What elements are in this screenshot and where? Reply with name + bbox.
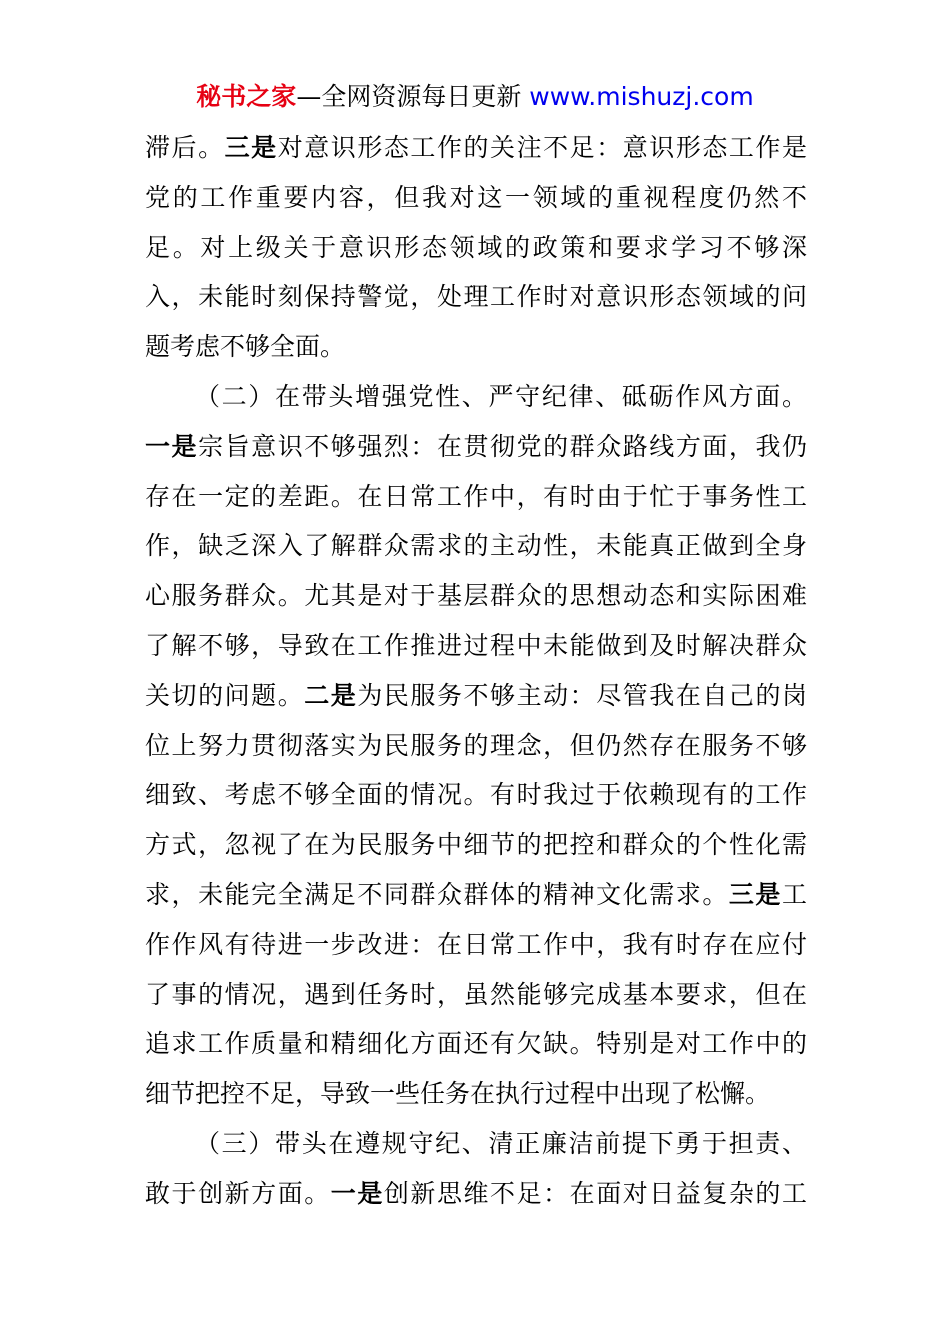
page-header (0, 80, 950, 114)
text-run: 作作风有待进一步改进：在日常工作中，我有时存在应付 (145, 929, 807, 959)
text-line (145, 770, 807, 820)
text-run: 入，未能时刻保持警觉，处理工作时对意识形态领域的问 (145, 282, 807, 312)
text-run: 宗旨意识不够强烈：在贯彻党的群众路线方面，我仍 (198, 431, 807, 461)
text-line (145, 422, 807, 472)
text-line (145, 820, 807, 870)
text-run: 方式，忽视了在为民服务中细节的把控和群众的个性化需 (145, 830, 807, 860)
emphasis-label: 三是 (728, 879, 782, 909)
text-line (145, 870, 807, 920)
text-run: 了事的情况，遇到任务时，虽然能够完成基本要求，但在 (145, 979, 807, 1009)
site-tagline: —全网资源每日更新 (296, 82, 530, 111)
emphasis-label: 二是 (304, 680, 358, 710)
text-line (145, 671, 807, 721)
text-line (145, 970, 807, 1020)
text-run: 存在一定的差距。在日常工作中，有时由于忙于事务性工 (145, 481, 807, 511)
text-run: 心服务群众。尤其是对于基层群众的思想动态和实际困难 (145, 581, 807, 611)
text-run: 细节把控不足，导致一些任务在执行过程中出现了松懈。 (145, 1079, 771, 1109)
text-line (145, 123, 807, 173)
text-line (145, 173, 807, 223)
emphasis-label: 三是 (224, 133, 278, 162)
text-line (145, 1119, 807, 1169)
site-url: www.mishuzj.com (529, 82, 754, 111)
emphasis-label: 一是 (145, 431, 199, 461)
text-run: 关切的问题。 (145, 680, 305, 710)
text-run: 位上努力贯彻落实为民服务的理念，但仍然存在服务不够 (145, 730, 807, 760)
emphasis-label: 一是 (330, 1178, 384, 1208)
text-line (145, 322, 807, 372)
text-run: （三）带头在遵规守纪、清正廉洁前提下勇于担责、 (195, 1128, 807, 1158)
text-line (145, 1069, 807, 1119)
text-line (145, 721, 807, 771)
text-run: 求，未能完全满足不同群众群体的精神文化需求。 (145, 879, 729, 909)
text-run: 细致、考虑不够全面的情况。有时我过于依赖现有的工作 (145, 780, 807, 810)
text-line (145, 472, 807, 522)
text-run: （二）在带头增强党性、严守纪律、砥砺作风方面。 (195, 381, 807, 411)
text-run: 工 (781, 879, 807, 909)
site-brand: 秘书之家 (196, 82, 297, 111)
text-run: 敢于创新方面。 (145, 1178, 331, 1208)
text-run: 追求工作质量和精细化方面还有欠缺。特别是对工作中的 (145, 1029, 807, 1059)
text-run: 对意识形态工作的关注不足：意识形态工作是 (277, 133, 807, 162)
text-line (145, 621, 807, 671)
text-run: 足。对上级关于意识形态领域的政策和要求学习不够深 (145, 232, 807, 262)
text-run: 滞后。 (145, 133, 225, 162)
text-run: 题考虑不够全面。 (145, 332, 346, 362)
text-line (145, 223, 807, 273)
text-run: 了解不够，导致在工作推进过程中未能做到及时解决群众 (145, 630, 807, 660)
document-body (145, 123, 807, 1219)
text-line (145, 1019, 807, 1069)
text-line (145, 372, 807, 422)
text-line (145, 521, 807, 571)
text-run: 创新思维不足：在面对日益复杂的工 (383, 1178, 807, 1208)
text-run: 作，缺乏深入了解群众需求的主动性，未能真正做到全身 (145, 531, 807, 561)
text-line (145, 920, 807, 970)
text-line (145, 1169, 807, 1219)
text-line (145, 571, 807, 621)
text-line (145, 272, 807, 322)
text-run: 为民服务不够主动：尽管我在自己的岗 (357, 680, 807, 710)
text-run: 党的工作重要内容，但我对这一领域的重视程度仍然不 (145, 182, 807, 212)
